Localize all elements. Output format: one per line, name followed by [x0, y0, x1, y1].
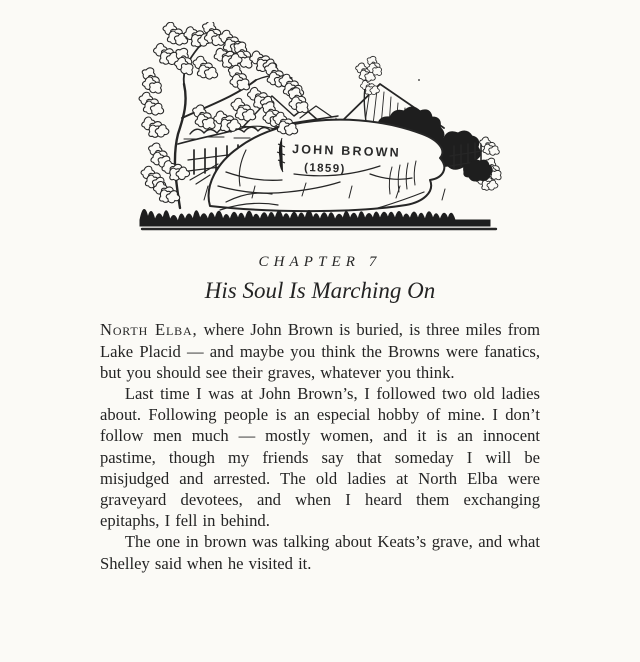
- rock-inscription: JOHN BROWN: [291, 142, 402, 160]
- paragraph-1-rest: where John Brown is buried, is three miles from Lake Placid — and maybe you think the Browns were fanatics, but you should see their graves, whatever you think.: [100, 320, 540, 382]
- paragraph-1: [100, 319, 540, 383]
- body-text: [100, 319, 540, 573]
- paragraph-3: The one in brown was talking about Keats’s grave, and what Shelley said when he visited it.: [100, 532, 540, 573]
- paragraph-2: Last time I was at John Brown’s, I followed two old ladies about. Following people is an especial hobby of mine. I don’t follow men much — mostly women, and it is an innocent pastime, though my friends say that someday I will be misjudged and arrested. The old ladies at North Elba were graveyard devotees, and when I heard them exchanging epitaphs, I fell in behind.: [100, 384, 540, 531]
- rock-illustration-svg: [134, 22, 506, 236]
- chapter-illustration: [134, 22, 506, 236]
- chapter-title: His Soul Is Marching On: [204, 278, 436, 303]
- chapter-label: CHAPTER 7: [258, 254, 382, 270]
- book-page: [0, 22, 640, 662]
- lead-small-caps: North Elba,: [100, 320, 198, 340]
- rock-inscription-year: (1859): [303, 162, 346, 176]
